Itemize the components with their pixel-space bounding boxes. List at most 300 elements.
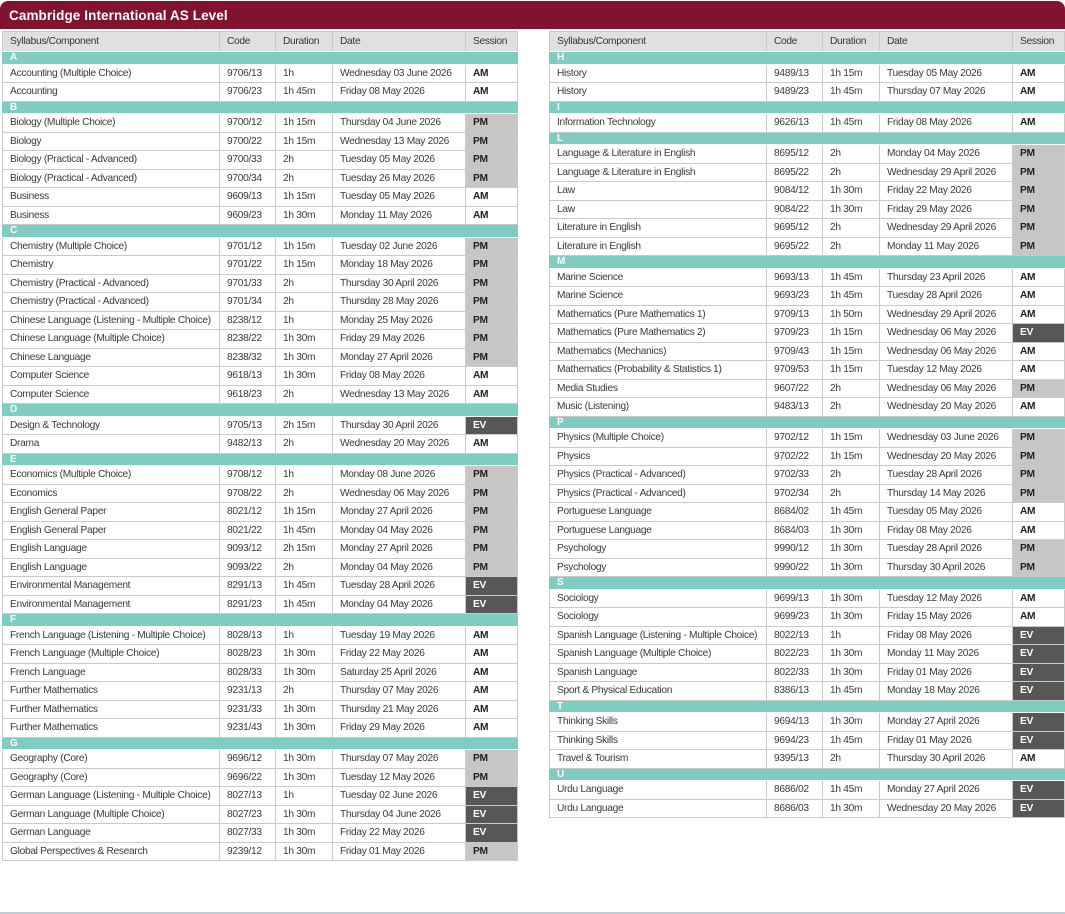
table-row (550, 558, 1065, 577)
date-cell: Saturday 25 April 2026 (333, 663, 466, 682)
code-cell: 9699/13 (767, 589, 823, 608)
syllabus-cell: Psychology (550, 540, 767, 559)
syllabus-cell: Thinking Skills (550, 731, 767, 750)
code-cell: 9696/12 (220, 750, 276, 769)
duration-cell: 1h 15m (276, 237, 333, 256)
code-cell: 9694/13 (767, 713, 823, 732)
column-header: Duration (276, 32, 333, 52)
duration-cell: 1h 45m (823, 781, 880, 800)
date-cell: Monday 25 May 2026 (333, 311, 466, 330)
code-cell: 8686/03 (767, 799, 823, 818)
table-row (550, 237, 1065, 256)
date-cell: Friday 08 May 2026 (333, 367, 466, 386)
session-badge: PM (466, 237, 518, 256)
table-row (3, 719, 518, 738)
syllabus-cell: German Language (Listening - Multiple Choice) (3, 787, 220, 806)
duration-cell: 1h (276, 787, 333, 806)
session-badge: AM (1013, 287, 1065, 306)
session-badge: PM (1013, 163, 1065, 182)
session-badge: AM (1013, 503, 1065, 522)
table-row (3, 842, 518, 861)
date-cell: Tuesday 05 May 2026 (880, 503, 1013, 522)
date-cell: Tuesday 28 April 2026 (880, 287, 1013, 306)
session-badge: PM (466, 274, 518, 293)
date-cell: Wednesday 06 May 2026 (880, 379, 1013, 398)
table-row (550, 750, 1065, 769)
table-row (3, 330, 518, 349)
duration-cell: 1h 15m (276, 188, 333, 207)
syllabus-cell: Biology (3, 132, 220, 151)
syllabus-cell: English Language (3, 558, 220, 577)
code-cell: 8686/02 (767, 781, 823, 800)
session-badge: PM (466, 540, 518, 559)
table-row (3, 682, 518, 701)
duration-cell: 2h (276, 151, 333, 170)
column-header: Code (767, 32, 823, 52)
section-row (550, 577, 1065, 590)
column-header: Syllabus/Component (550, 32, 767, 52)
date-cell: Monday 11 May 2026 (880, 645, 1013, 664)
session-badge: AM (1013, 361, 1065, 380)
session-badge: EV (466, 577, 518, 596)
code-cell: 9395/13 (767, 750, 823, 769)
date-cell: Wednesday 13 May 2026 (333, 385, 466, 404)
syllabus-cell: Chinese Language (3, 348, 220, 367)
duration-cell: 2h (276, 169, 333, 188)
session-badge: AM (466, 367, 518, 386)
syllabus-cell: Spanish Language (Listening - Multiple Choice) (550, 626, 767, 645)
session-badge: AM (466, 83, 518, 102)
duration-cell: 1h 30m (276, 700, 333, 719)
session-badge: PM (1013, 558, 1065, 577)
duration-cell: 2h (823, 466, 880, 485)
code-cell: 8291/23 (220, 595, 276, 614)
table-row (3, 151, 518, 170)
section-row (3, 225, 518, 238)
code-cell: 8022/23 (767, 645, 823, 664)
date-cell: Tuesday 28 April 2026 (880, 466, 1013, 485)
table-row (550, 799, 1065, 818)
section-letter: C (3, 225, 518, 238)
syllabus-cell: Language & Literature in English (550, 163, 767, 182)
table-row (3, 577, 518, 596)
date-cell: Tuesday 02 June 2026 (333, 787, 466, 806)
column-header: Syllabus/Component (3, 32, 220, 52)
session-badge: EV (1013, 324, 1065, 343)
code-cell: 9709/23 (767, 324, 823, 343)
date-cell: Wednesday 03 June 2026 (880, 429, 1013, 448)
code-cell: 8695/12 (767, 145, 823, 164)
date-cell: Thursday 07 May 2026 (333, 682, 466, 701)
syllabus-cell: Biology (Multiple Choice) (3, 114, 220, 133)
syllabus-cell: Chemistry (Practical - Advanced) (3, 293, 220, 312)
code-cell: 8028/13 (220, 626, 276, 645)
session-badge: PM (466, 842, 518, 861)
syllabus-cell: Mathematics (Pure Mathematics 1) (550, 305, 767, 324)
syllabus-cell: Travel & Tourism (550, 750, 767, 769)
table-row (3, 348, 518, 367)
column-header: Date (880, 32, 1013, 52)
duration-cell: 1h 45m (823, 731, 880, 750)
session-badge: AM (1013, 268, 1065, 287)
session-badge: AM (1013, 114, 1065, 133)
timetable-right (549, 31, 1065, 818)
table-row (3, 311, 518, 330)
code-cell: 9701/34 (220, 293, 276, 312)
session-badge: PM (1013, 237, 1065, 256)
table-row (550, 447, 1065, 466)
date-cell: Wednesday 29 April 2026 (880, 305, 1013, 324)
date-cell: Monday 27 April 2026 (333, 540, 466, 559)
date-cell: Monday 04 May 2026 (333, 595, 466, 614)
syllabus-cell: Portuguese Language (550, 521, 767, 540)
session-badge: PM (466, 484, 518, 503)
syllabus-cell: German Language (3, 824, 220, 843)
duration-cell: 1h 30m (823, 608, 880, 627)
session-badge: PM (1013, 466, 1065, 485)
session-badge: AM (466, 700, 518, 719)
syllabus-cell: Business (3, 188, 220, 207)
date-cell: Thursday 14 May 2026 (880, 484, 1013, 503)
table-row (3, 595, 518, 614)
table-row (550, 503, 1065, 522)
column-header: Session (466, 32, 518, 52)
code-cell: 8238/32 (220, 348, 276, 367)
session-badge: EV (466, 416, 518, 435)
code-cell: 9706/23 (220, 83, 276, 102)
duration-cell: 1h 30m (276, 842, 333, 861)
syllabus-cell: Physics (Practical - Advanced) (550, 484, 767, 503)
table-row (550, 682, 1065, 701)
section-row (3, 404, 518, 417)
code-cell: 9626/13 (767, 114, 823, 133)
date-cell: Thursday 04 June 2026 (333, 805, 466, 824)
column-header: Date (333, 32, 466, 52)
session-badge: PM (466, 503, 518, 522)
column-header-row (3, 32, 518, 52)
date-cell: Monday 04 May 2026 (333, 558, 466, 577)
table-row (3, 503, 518, 522)
table-row (3, 367, 518, 386)
duration-cell: 2h (276, 435, 333, 454)
session-badge: EV (466, 787, 518, 806)
session-badge: EV (1013, 663, 1065, 682)
table-row (550, 521, 1065, 540)
code-cell: 9618/23 (220, 385, 276, 404)
duration-cell: 1h 30m (276, 206, 333, 225)
duration-cell: 1h 45m (276, 577, 333, 596)
date-cell: Tuesday 28 April 2026 (333, 577, 466, 596)
duration-cell: 2h (823, 163, 880, 182)
date-cell: Friday 01 May 2026 (880, 731, 1013, 750)
session-badge: PM (466, 768, 518, 787)
table-row (550, 608, 1065, 627)
duration-cell: 1h 45m (276, 83, 333, 102)
section-letter: S (550, 577, 1065, 590)
code-cell: 9702/22 (767, 447, 823, 466)
duration-cell: 1h 30m (823, 558, 880, 577)
table-row (550, 163, 1065, 182)
syllabus-cell: Accounting (3, 83, 220, 102)
table-row (550, 64, 1065, 83)
duration-cell: 1h 30m (276, 750, 333, 769)
syllabus-cell: Environmental Management (3, 595, 220, 614)
session-badge: AM (466, 682, 518, 701)
table-row (550, 361, 1065, 380)
syllabus-cell: Physics (Practical - Advanced) (550, 466, 767, 485)
table-row (3, 206, 518, 225)
session-badge: AM (466, 719, 518, 738)
section-letter: F (3, 614, 518, 627)
code-cell: 9701/33 (220, 274, 276, 293)
table-row (550, 540, 1065, 559)
section-letter: U (550, 768, 1065, 781)
code-cell: 9693/13 (767, 268, 823, 287)
section-letter: B (3, 101, 518, 114)
code-cell: 9231/33 (220, 700, 276, 719)
table-row (3, 385, 518, 404)
code-cell: 9708/22 (220, 484, 276, 503)
duration-cell: 2h (823, 750, 880, 769)
session-badge: PM (466, 521, 518, 540)
duration-cell: 2h (276, 558, 333, 577)
duration-cell: 1h 30m (823, 663, 880, 682)
duration-cell: 1h 30m (276, 805, 333, 824)
table-row (3, 274, 518, 293)
code-cell: 9618/13 (220, 367, 276, 386)
syllabus-cell: Business (3, 206, 220, 225)
date-cell: Monday 11 May 2026 (880, 237, 1013, 256)
table-row (550, 114, 1065, 133)
date-cell: Thursday 04 June 2026 (333, 114, 466, 133)
duration-cell: 1h 45m (823, 503, 880, 522)
session-badge: EV (466, 805, 518, 824)
column-header: Code (220, 32, 276, 52)
date-cell: Friday 08 May 2026 (880, 521, 1013, 540)
date-cell: Tuesday 05 May 2026 (880, 64, 1013, 83)
duration-cell: 1h 30m (276, 645, 333, 664)
syllabus-cell: History (550, 83, 767, 102)
duration-cell: 1h 15m (276, 503, 333, 522)
code-cell: 9702/33 (767, 466, 823, 485)
session-badge: AM (1013, 342, 1065, 361)
table-row (550, 713, 1065, 732)
duration-cell: 1h 15m (823, 447, 880, 466)
column-header-row (550, 32, 1065, 52)
date-cell: Friday 29 May 2026 (333, 719, 466, 738)
code-cell: 9701/22 (220, 256, 276, 275)
duration-cell: 1h 45m (276, 521, 333, 540)
duration-cell: 1h 30m (276, 348, 333, 367)
table-row (550, 287, 1065, 306)
duration-cell: 1h 30m (823, 645, 880, 664)
date-cell: Wednesday 06 May 2026 (333, 484, 466, 503)
session-badge: PM (1013, 540, 1065, 559)
code-cell: 8291/13 (220, 577, 276, 596)
duration-cell: 1h 45m (823, 268, 880, 287)
code-cell: 9990/12 (767, 540, 823, 559)
table-row (550, 466, 1065, 485)
section-letter: E (3, 453, 518, 466)
date-cell: Monday 04 May 2026 (333, 521, 466, 540)
session-badge: PM (1013, 145, 1065, 164)
code-cell: 9700/33 (220, 151, 276, 170)
syllabus-cell: Chinese Language (Multiple Choice) (3, 330, 220, 349)
code-cell: 8028/23 (220, 645, 276, 664)
code-cell: 9489/23 (767, 83, 823, 102)
syllabus-cell: Marine Science (550, 268, 767, 287)
session-badge: AM (1013, 305, 1065, 324)
section-row (3, 453, 518, 466)
duration-cell: 1h 30m (823, 200, 880, 219)
table-row (550, 305, 1065, 324)
code-cell: 9093/22 (220, 558, 276, 577)
syllabus-cell: Portuguese Language (550, 503, 767, 522)
duration-cell: 1h 50m (823, 305, 880, 324)
code-cell: 9709/13 (767, 305, 823, 324)
syllabus-cell: Biology (Practical - Advanced) (3, 169, 220, 188)
table-row (550, 219, 1065, 238)
section-row (3, 101, 518, 114)
table-row (550, 731, 1065, 750)
table-row (550, 379, 1065, 398)
syllabus-cell: Design & Technology (3, 416, 220, 435)
syllabus-cell: History (550, 64, 767, 83)
duration-cell: 1h 30m (823, 521, 880, 540)
table-row (550, 645, 1065, 664)
table-row (3, 750, 518, 769)
duration-cell: 1h (276, 64, 333, 83)
duration-cell: 1h (823, 626, 880, 645)
session-badge: EV (1013, 645, 1065, 664)
session-badge: PM (1013, 429, 1065, 448)
session-badge: EV (1013, 781, 1065, 800)
date-cell: Tuesday 26 May 2026 (333, 169, 466, 188)
code-cell: 9695/22 (767, 237, 823, 256)
table-row (3, 645, 518, 664)
session-badge: PM (1013, 200, 1065, 219)
section-letter: I (550, 101, 1065, 114)
section-row (3, 614, 518, 627)
code-cell: 9706/13 (220, 64, 276, 83)
date-cell: Friday 01 May 2026 (333, 842, 466, 861)
session-badge: EV (1013, 713, 1065, 732)
code-cell: 8022/13 (767, 626, 823, 645)
section-letter: L (550, 132, 1065, 145)
table-row (3, 805, 518, 824)
syllabus-cell: Sport & Physical Education (550, 682, 767, 701)
syllabus-cell: Geography (Core) (3, 768, 220, 787)
date-cell: Wednesday 06 May 2026 (880, 324, 1013, 343)
code-cell: 9709/43 (767, 342, 823, 361)
code-cell: 9483/13 (767, 398, 823, 417)
syllabus-cell: Computer Science (3, 367, 220, 386)
session-badge: EV (1013, 731, 1065, 750)
section-row (550, 132, 1065, 145)
duration-cell: 1h 30m (823, 799, 880, 818)
section-letter: P (550, 416, 1065, 429)
date-cell: Tuesday 12 May 2026 (880, 589, 1013, 608)
syllabus-cell: Drama (3, 435, 220, 454)
duration-cell: 1h 30m (276, 330, 333, 349)
code-cell: 9700/34 (220, 169, 276, 188)
session-badge: AM (1013, 589, 1065, 608)
date-cell: Wednesday 03 June 2026 (333, 64, 466, 83)
date-cell: Wednesday 13 May 2026 (333, 132, 466, 151)
date-cell: Friday 08 May 2026 (880, 626, 1013, 645)
code-cell: 9702/12 (767, 429, 823, 448)
session-badge: PM (1013, 379, 1065, 398)
date-cell: Thursday 28 May 2026 (333, 293, 466, 312)
syllabus-cell: Music (Listening) (550, 398, 767, 417)
date-cell: Tuesday 12 May 2026 (333, 768, 466, 787)
table-row (550, 83, 1065, 102)
code-cell: 9693/23 (767, 287, 823, 306)
duration-cell: 1h (276, 466, 333, 485)
syllabus-cell: Computer Science (3, 385, 220, 404)
syllabus-cell: Literature in English (550, 237, 767, 256)
page-title: Cambridge International AS Level (9, 7, 228, 23)
syllabus-cell: German Language (Multiple Choice) (3, 805, 220, 824)
syllabus-cell: Geography (Core) (3, 750, 220, 769)
duration-cell: 1h 30m (823, 589, 880, 608)
table-row (3, 466, 518, 485)
date-cell: Tuesday 02 June 2026 (333, 237, 466, 256)
table-row (3, 237, 518, 256)
session-badge: EV (1013, 682, 1065, 701)
section-row (3, 737, 518, 750)
duration-cell: 1h 15m (276, 114, 333, 133)
table-row (3, 787, 518, 806)
duration-cell: 2h (823, 237, 880, 256)
timetable-left (2, 31, 518, 861)
session-badge: AM (1013, 608, 1065, 627)
code-cell: 9239/12 (220, 842, 276, 861)
code-cell: 9084/12 (767, 182, 823, 201)
table-row (3, 521, 518, 540)
duration-cell: 1h 45m (823, 682, 880, 701)
date-cell: Wednesday 20 May 2026 (880, 447, 1013, 466)
duration-cell: 2h (276, 385, 333, 404)
session-badge: PM (466, 558, 518, 577)
syllabus-cell: French Language (Listening - Multiple Choice) (3, 626, 220, 645)
date-cell: Wednesday 29 April 2026 (880, 219, 1013, 238)
syllabus-cell: Economics (3, 484, 220, 503)
duration-cell: 1h 15m (823, 64, 880, 83)
syllabus-cell: English Language (3, 540, 220, 559)
duration-cell: 2h (823, 398, 880, 417)
duration-cell: 2h (276, 484, 333, 503)
table-row (550, 145, 1065, 164)
code-cell: 9696/22 (220, 768, 276, 787)
session-badge: AM (1013, 83, 1065, 102)
session-badge: PM (466, 466, 518, 485)
session-badge: PM (466, 114, 518, 133)
date-cell: Thursday 07 May 2026 (333, 750, 466, 769)
session-badge: PM (466, 256, 518, 275)
session-badge: AM (466, 626, 518, 645)
syllabus-cell: Chinese Language (Listening - Multiple Choice) (3, 311, 220, 330)
duration-cell: 2h (823, 484, 880, 503)
date-cell: Wednesday 29 April 2026 (880, 163, 1013, 182)
table-row (3, 540, 518, 559)
syllabus-cell: Urdu Language (550, 781, 767, 800)
table-row (550, 781, 1065, 800)
session-badge: PM (466, 750, 518, 769)
duration-cell: 1h 45m (823, 287, 880, 306)
session-badge: PM (466, 293, 518, 312)
session-badge: EV (1013, 799, 1065, 818)
